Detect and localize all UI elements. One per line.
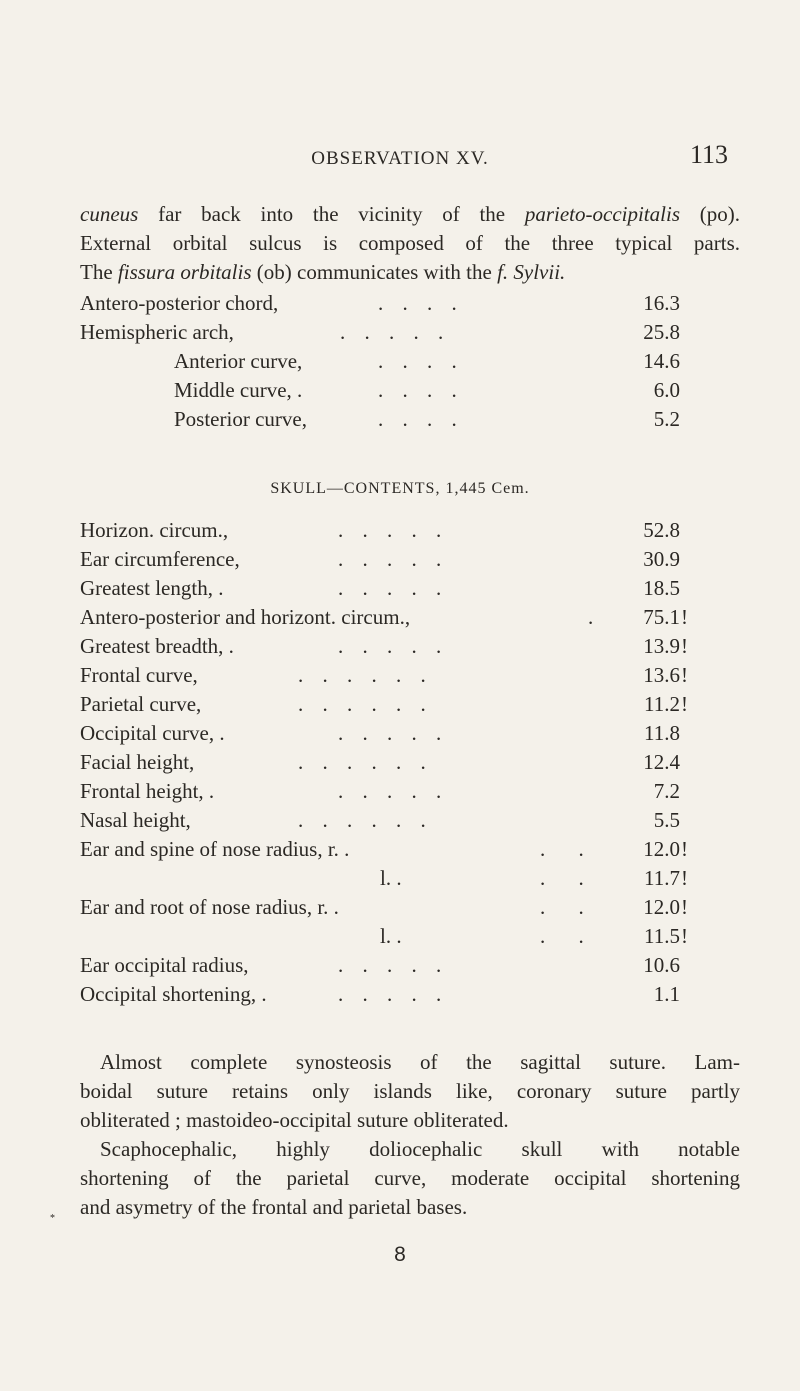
intro-line-3: The fissura orbitalis (ob) communicates with the f. Sylvii. (80, 260, 566, 284)
measurement-row: Greatest breadth, . . . . . . 13.9 ! (80, 634, 688, 658)
measurement-row: Occipital shortening, . . . . . . 1.1 (80, 982, 680, 1006)
measurement-row: Occipital curve, . . . . . . 11.8 (80, 721, 680, 745)
conclusion-line: obliterated ; mastoideo-occipital suture obliterated. (80, 1108, 509, 1132)
measurement-row: Ear and spine of nose radius, r. . . . 12.0 ! (80, 837, 688, 861)
conclusion-text (80, 1048, 740, 1222)
measurement-row: l. . . . 11.7 ! (380, 866, 688, 890)
measurement-row: Ear circumference, . . . . . 30.9 (80, 547, 680, 571)
measurement-row: Ear occipital radius, . . . . . 10.6 (80, 953, 680, 977)
measurement-row: Frontal height, . . . . . . 7.2 (80, 779, 680, 803)
measurement-row: Frontal curve, . . . . . . 13.6 ! (80, 663, 688, 687)
intro-line-2: External orbital sulcus is composed of the three typical parts. (80, 231, 740, 255)
measurement-row: Ear and root of nose radius, r. . . . 12.0 ! (80, 895, 688, 919)
intro-line-1: cuneus far back into the vicinity of the parieto-occipitalis (po). (80, 202, 740, 226)
running-head: OBSERVATION XV. (311, 148, 489, 169)
conclusion-line: and asymetry of the frontal and parietal bases. (80, 1195, 468, 1219)
conclusion-line: shortening of the parietal curve, moderate occipital shortening (80, 1166, 740, 1190)
conclusion-line: Almost complete synosteosis of the sagittal suture. Lam- (100, 1050, 740, 1074)
measurement-row: Anterior curve, . . . . 14.6 (174, 349, 680, 373)
page-number: 113 (689, 140, 728, 169)
measurement-row: Antero-posterior chord, . . . . 16.3 (80, 291, 680, 315)
measurement-row: Facial height, . . . . . . 12.4 (80, 750, 680, 774)
measurement-row: l. . . . 11.5 ! (380, 924, 688, 948)
measurement-row: Horizon. circum., . . . . . 52.8 (80, 518, 680, 542)
measurement-row: Nasal height, . . . . . . 5.5 (80, 808, 680, 832)
conclusion-line: boidal suture retains only islands like, coronary suture partly (80, 1079, 740, 1103)
measurement-row: Middle curve, . . . . . 6.0 (174, 378, 680, 402)
printer-mark: * (50, 1213, 55, 1224)
measurement-row: Posterior curve, . . . . 5.2 (174, 407, 680, 431)
measurement-row: Parietal curve, . . . . . . 11.2 ! (80, 692, 688, 716)
skull-section-heading: SKULL—CONTENTS, 1,445 Cem. (270, 480, 530, 497)
measurement-row: Greatest length, . . . . . . 18.5 (80, 576, 680, 600)
conclusion-line: Scaphocephalic, highly doliocephalic skull with notable (100, 1137, 740, 1161)
measurement-row: Hemispheric arch, . . . . . 25.8 (80, 320, 680, 344)
measurement-row: Antero-posterior and horizont. circum., . 75.1 ! (80, 605, 688, 629)
signature-mark: 8 (394, 1243, 406, 1266)
intro-paragraph (80, 200, 740, 287)
